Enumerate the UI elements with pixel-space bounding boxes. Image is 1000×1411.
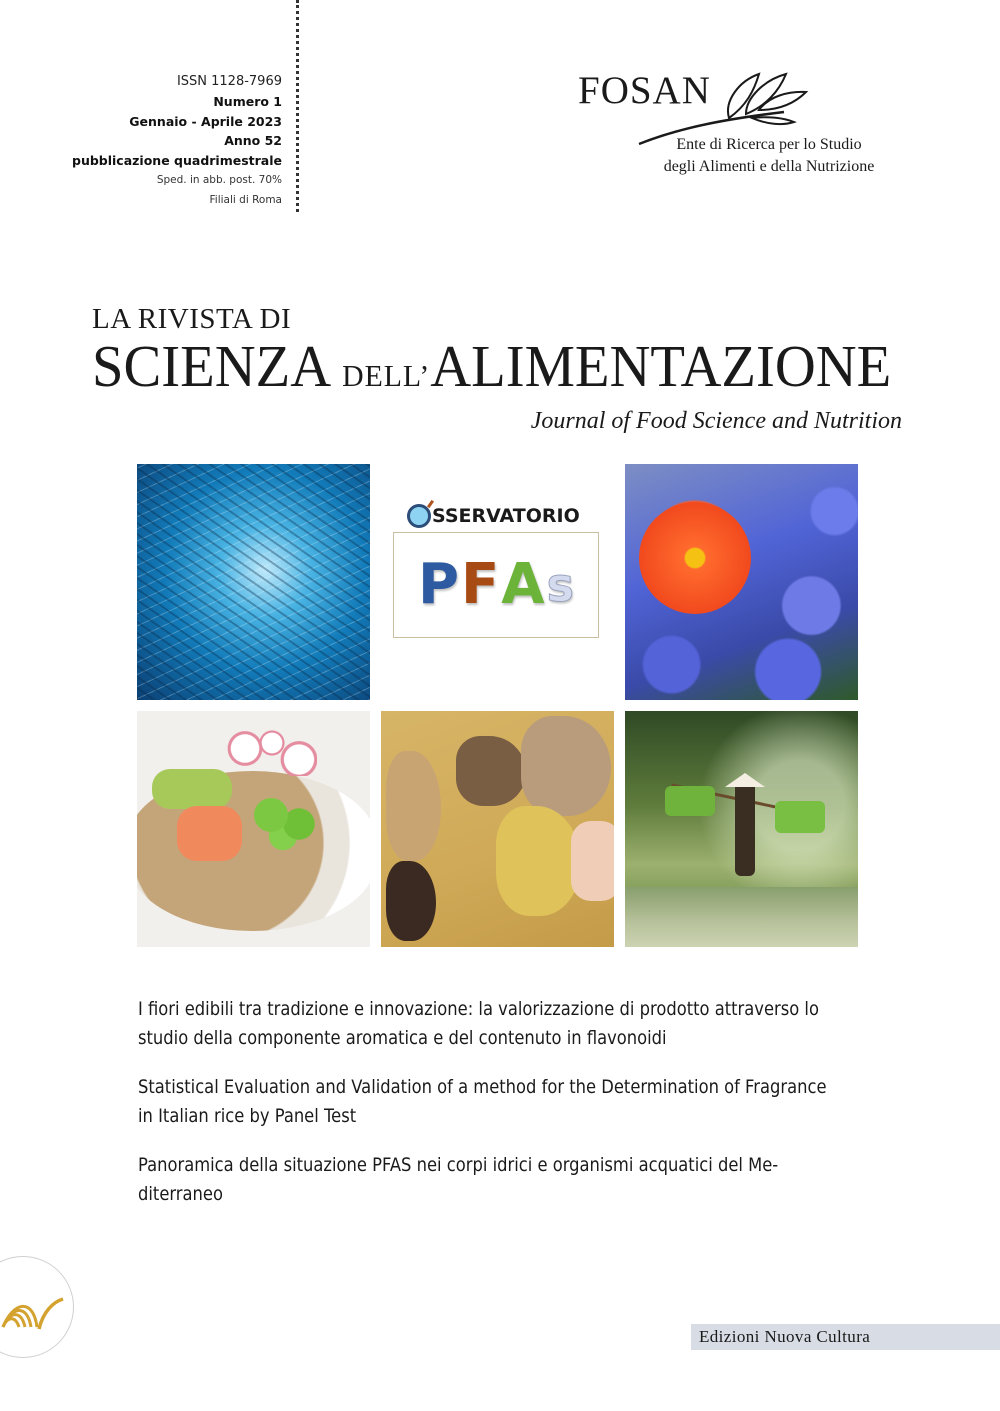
journal-pretitle: LA RIVISTA DI <box>92 303 292 335</box>
grain-world-map-image <box>381 711 614 947</box>
journal-title <box>92 302 902 434</box>
publisher-name: Edizioni Nuova Cultura <box>699 1327 871 1346</box>
article-title: I fiori edibili tra tradizione e innovazione: la valorizzazione di prodotto attraverso lo studio della componente aromatica e del contenuto in flavonoidi <box>138 998 819 1049</box>
fosan-logo <box>578 66 908 186</box>
publisher-emblem <box>0 1256 74 1358</box>
shipping-note: Sped. in abb. post. 70% <box>156 174 282 186</box>
publication-frequency: pubblicazione quadrimestrale <box>72 152 282 168</box>
publisher-band <box>691 1324 1000 1350</box>
fosan-name: FOSAN <box>578 69 711 112</box>
article-title: Panoramica della situazione PFAS nei corpi idrici e organismi acquatici del Me- diterraneo <box>138 1154 779 1205</box>
journal-english-title: Journal of Food Science and Nutrition <box>530 408 902 434</box>
golden-arc-emblem-icon <box>0 1257 73 1357</box>
article-title: Statistical Evaluation and Validation of a method for the Determination of Fragrance in Italian rice by Panel Test <box>138 1076 827 1127</box>
pfas-logo: SSERVATORIO P F A s <box>393 504 605 638</box>
issue-info <box>72 72 282 209</box>
flowers-image <box>625 464 858 700</box>
osservatorio-pfas-image <box>381 464 614 700</box>
issue-number: Numero 1 <box>213 94 282 109</box>
fosan-subtitle: Ente di Ricerca per lo Studio degli Alimenti e della Nutrizione <box>663 136 875 175</box>
magnifier-icon <box>407 504 431 528</box>
poke-bowl-image <box>137 711 370 947</box>
rice-farmer-image <box>625 711 858 947</box>
cover-image-grid <box>137 464 858 947</box>
issn: ISSN 1128-7969 <box>176 74 282 89</box>
journal-main-title: SCIENZA DELL’ALIMENTAZIONE <box>92 333 892 399</box>
issue-year: Anno 52 <box>224 133 282 148</box>
issue-period: Gennaio - Aprile 2023 <box>129 113 282 129</box>
fish-school-image <box>137 464 370 700</box>
dotted-divider <box>296 0 299 212</box>
article-list <box>138 995 868 1229</box>
branch-note: Filiali di Roma <box>209 194 282 206</box>
